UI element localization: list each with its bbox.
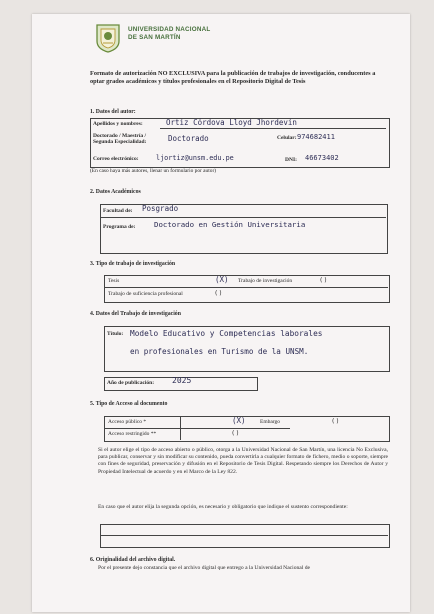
- section3-title: 3. Tipo de trabajo de investigación: [90, 261, 176, 267]
- author-note: (En caso haya más autores, llenar un formulario por autor): [90, 168, 217, 174]
- work-title-line2: en profesionales en Turismo de la UNSM.: [130, 347, 309, 356]
- embargo-mark: ( ): [332, 418, 339, 425]
- publication-year-label: Año de publicación:: [107, 380, 155, 386]
- phone-value: 974682411: [297, 133, 335, 141]
- publication-year-value: 2025: [172, 376, 192, 385]
- embargo-label: Embargo: [260, 419, 281, 425]
- option-public-access: Acceso público *: [108, 419, 147, 425]
- tesis-mark: (X): [215, 275, 229, 284]
- dni-label: DNI:: [285, 157, 297, 163]
- university-seal-logo: [94, 23, 122, 53]
- work-title-line1: Modelo Educativo y Competencias laborales: [130, 329, 323, 338]
- degree-value: Doctorado: [168, 134, 209, 143]
- author-name-value: Ortiz Córdova Lloyd Jhordevin: [166, 118, 297, 127]
- dni-value: 46673402: [305, 154, 339, 162]
- program-label: Programa de:: [103, 224, 136, 230]
- option-restricted-access: Acceso restringido **: [108, 431, 157, 437]
- option-professional-sufficiency: Trabajo de suficiencia profesional: [108, 291, 183, 297]
- document-page: [32, 14, 410, 612]
- form-intro-heading: Formato de autorización NO EXCLUSIVA para la publicación de trabajos de investigación, conducentes a optar grados académicos y títulos profesionales en el Repositorio Digital de Tesis: [90, 70, 376, 85]
- university-name: [128, 26, 258, 42]
- professional-sufficiency-mark: ( ): [215, 290, 222, 297]
- email-value: ljortiz@unsm.edu.pe: [156, 154, 234, 162]
- restricted-justification-paragraph: En caso que el autor elija la segunda opción, es necesario y obligatorio que indique el sustento correspondiente:: [98, 504, 348, 510]
- university-name-line2: DE SAN MARTÍN: [128, 34, 181, 41]
- option-tesis: Tesis: [108, 278, 120, 284]
- section5-title: 5. Tipo de Acceso al documento: [90, 401, 168, 407]
- license-paragraph: Si el autor elige el tipo de acceso abierto o público, otorga a la Universidad Nacional de San Martín, una licencia No Exclusiva, para publicar, conservar y sin modificar su contenido, pueda convertirla a cualquier formato de fichero, medio o soporte, siempre con fines de seguridad, preservación y difusión en el Repositorio de Tesis Digital. Respetando siempre los Derechos de Autor y Propiedad Intelectual de acuerdo y en el Marco de la Ley 822.: [98, 447, 388, 475]
- author-name-label: Apellidos y nombres:: [93, 121, 143, 127]
- faculty-divider: [100, 217, 386, 218]
- faculty-label: Facultad de:: [103, 208, 133, 214]
- section1-title: 1. Datos del autor:: [90, 109, 136, 115]
- program-value: Doctorado en Gestión Universitaria: [154, 220, 306, 229]
- research-work-mark: ( ): [320, 277, 327, 284]
- work-title-label: Título:: [107, 331, 124, 337]
- restricted-access-mark: ( ): [232, 430, 239, 437]
- justification-box: [100, 524, 390, 548]
- phone-label: Celular:: [277, 135, 297, 141]
- work-type-divider: [104, 287, 388, 288]
- degree-label: Doctorado / Maestría / Segunda Especialidad:: [93, 133, 147, 146]
- email-label: Correo electrónico:: [93, 156, 139, 162]
- section6-title: 6. Originalidad del archivo digital.: [90, 557, 176, 563]
- section4-title: 4. Datos del Trabajo de investigación: [90, 311, 181, 317]
- faculty-value: Posgrado: [142, 204, 179, 213]
- name-underline: [160, 128, 386, 129]
- public-access-mark: (X): [232, 416, 246, 425]
- justification-divider: [100, 535, 388, 536]
- option-research-work: Trabajo de investigación: [238, 278, 293, 284]
- access-divider: [104, 428, 290, 429]
- access-column-divider: [180, 416, 181, 440]
- university-name-line1: UNIVERSIDAD NACIONAL: [128, 26, 211, 33]
- originality-text: Por el presente dejo constancia que el archivo digital que entrego a la Universidad Nacional de: [98, 565, 311, 571]
- access-type-box: [104, 416, 390, 442]
- section2-title: 2. Datos Académicos: [90, 189, 141, 195]
